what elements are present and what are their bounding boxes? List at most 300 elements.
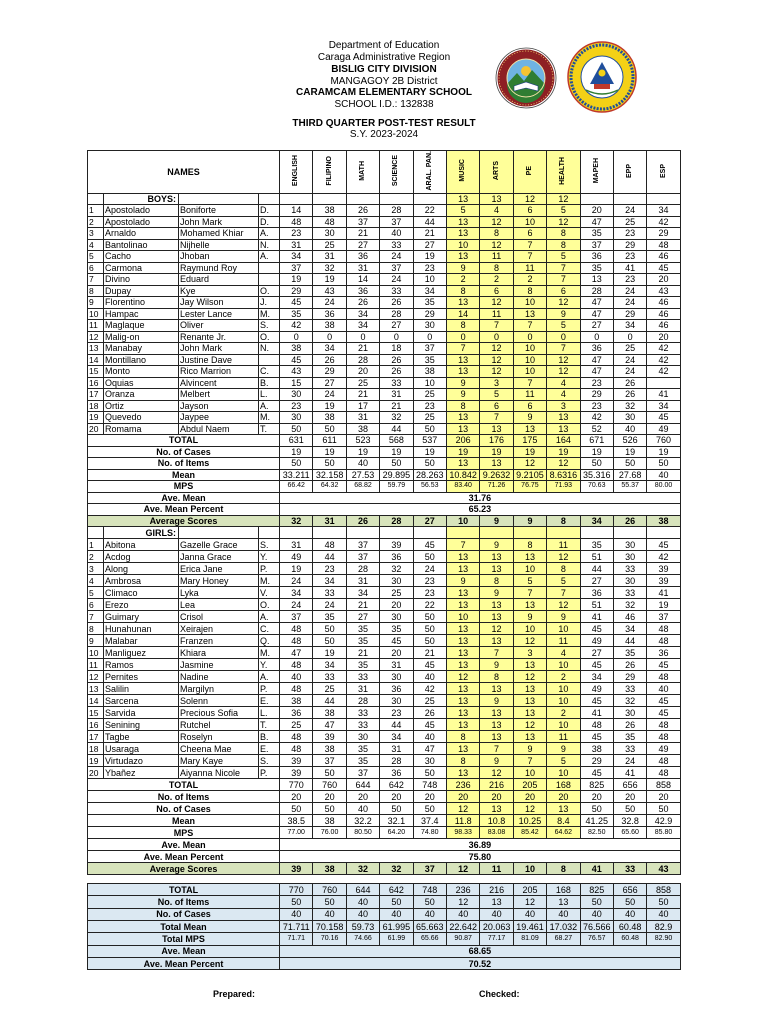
- middle-initial: S.: [259, 320, 280, 332]
- subject-header-music: [446, 151, 479, 194]
- total-epp: 656: [613, 779, 646, 791]
- ave-mean-label: Ave. Mean: [88, 945, 280, 957]
- first-name: Melbert: [179, 389, 259, 401]
- item-count-pe: [513, 527, 546, 539]
- district-name: MANGAGOY 2B District: [330, 76, 438, 87]
- subject-header-label: EPP: [626, 163, 634, 178]
- score-pe: 9: [513, 743, 546, 755]
- score-esp: 37: [647, 611, 680, 623]
- mps-english: 66.42: [280, 481, 313, 493]
- deped-seal-icon: [496, 48, 556, 108]
- score-aral-pan: 45: [413, 719, 446, 731]
- score-math: 37: [346, 767, 379, 779]
- no-of-cases-arts: 19: [480, 446, 513, 458]
- student-row: [88, 366, 681, 378]
- score-epp: 24: [613, 297, 646, 309]
- no-of-cases-pe: 40: [513, 908, 546, 920]
- no-of-cases-esp: 40: [647, 908, 680, 920]
- average-scores-label: Average Scores: [88, 863, 280, 875]
- score-pe: 13: [513, 599, 546, 611]
- score-health: 10: [547, 683, 580, 695]
- score-aral-pan: 35: [413, 354, 446, 366]
- score-filipino: 35: [313, 611, 346, 623]
- no-of-items-filipino: 50: [313, 458, 346, 470]
- total-pe: 175: [513, 435, 546, 447]
- average-scores-row: [88, 863, 681, 875]
- subject-header-esp: [647, 151, 680, 194]
- score-aral-pan: 37: [413, 343, 446, 355]
- score-science: 44: [380, 719, 413, 731]
- score-science: 30: [380, 671, 413, 683]
- score-arts: 9: [480, 695, 513, 707]
- ave-mean-percent-value: 70.52: [280, 957, 681, 969]
- score-english: 29: [280, 285, 313, 297]
- score-mapeh: 28: [580, 285, 613, 297]
- total-mean-english: 71.711: [280, 920, 313, 932]
- score-english: 14: [280, 205, 313, 217]
- last-name: Ybañez: [104, 767, 179, 779]
- no-of-cases-esp: 19: [647, 446, 680, 458]
- stat-row-no-of-cases: [88, 446, 681, 458]
- middle-initial: S.: [259, 539, 280, 551]
- subject-header-arts: [480, 151, 513, 194]
- row-number: 3: [88, 563, 104, 575]
- score-pe: 13: [513, 659, 546, 671]
- score-epp: 25: [613, 216, 646, 228]
- score-mapeh: 27: [580, 320, 613, 332]
- first-name: Alvincent: [179, 377, 259, 389]
- row-number: 14: [88, 354, 104, 366]
- first-name: Jaypee: [179, 412, 259, 424]
- score-filipino: 27: [313, 377, 346, 389]
- score-pe: 12: [513, 635, 546, 647]
- row-number: 17: [88, 389, 104, 401]
- score-math: 36: [346, 251, 379, 263]
- row-number: 6: [88, 262, 104, 274]
- score-epp: 40: [613, 423, 646, 435]
- score-aral-pan: 25: [413, 412, 446, 424]
- first-name: Janna Grace: [179, 551, 259, 563]
- middle-initial: L.: [259, 707, 280, 719]
- first-name: Mohamed Khiar: [179, 228, 259, 240]
- stat-label: Total MPS: [88, 933, 280, 945]
- score-pe: 13: [513, 308, 546, 320]
- score-aral-pan: 50: [413, 423, 446, 435]
- score-health: 10: [547, 659, 580, 671]
- score-music: 14: [446, 308, 479, 320]
- average-score-english: 32: [280, 515, 313, 527]
- score-science: 25: [380, 587, 413, 599]
- score-health: 8: [547, 228, 580, 240]
- middle-initial: L.: [259, 389, 280, 401]
- no-of-items-science: 50: [380, 458, 413, 470]
- total-mean-science: 61.995: [380, 920, 413, 932]
- stat-row-no-of-items: [88, 458, 681, 470]
- score-music: 13: [446, 599, 479, 611]
- department-name: Department of Education: [328, 40, 440, 51]
- total-mps-math: 74.66: [346, 933, 379, 945]
- last-name: Along: [104, 563, 179, 575]
- score-health: 4: [547, 377, 580, 389]
- total-mps-arts: 77.17: [480, 933, 513, 945]
- score-esp: 46: [647, 251, 680, 263]
- score-arts: 12: [480, 216, 513, 228]
- row-number: 11: [88, 320, 104, 332]
- last-name: Ortiz: [104, 400, 179, 412]
- document-title: THIRD QUARTER POST-TEST RESULT: [292, 118, 476, 129]
- score-english: 39: [280, 767, 313, 779]
- score-esp: 19: [647, 599, 680, 611]
- score-esp: [647, 377, 680, 389]
- last-name: Divino: [104, 274, 179, 286]
- score-arts: 12: [480, 767, 513, 779]
- score-math: 35: [346, 755, 379, 767]
- score-math: 21: [346, 389, 379, 401]
- item-count-math: [346, 193, 379, 205]
- score-aral-pan: 23: [413, 587, 446, 599]
- stat-row-mps: [88, 827, 681, 839]
- first-name: Jay Wilson: [179, 297, 259, 309]
- ave-mean-percent-value: 75.80: [280, 851, 681, 863]
- middle-initial: T.: [259, 423, 280, 435]
- first-name: Raymund Roy: [179, 262, 259, 274]
- no-of-items-esp: 50: [647, 458, 680, 470]
- score-epp: 33: [613, 563, 646, 575]
- score-english: 45: [280, 297, 313, 309]
- total-science: 642: [380, 779, 413, 791]
- score-science: 20: [380, 599, 413, 611]
- score-science: 18: [380, 343, 413, 355]
- no-of-items-english: 50: [280, 458, 313, 470]
- average-score-music: 10: [446, 515, 479, 527]
- row-number: 5: [88, 587, 104, 599]
- score-health: 11: [547, 539, 580, 551]
- stat-row-no-of-cases: [88, 803, 681, 815]
- total-mps-pe: 81.09: [513, 933, 546, 945]
- score-arts: 13: [480, 599, 513, 611]
- total-music: 236: [446, 779, 479, 791]
- student-row: [88, 767, 681, 779]
- overall-summary-table: [87, 883, 681, 970]
- student-row: [88, 587, 681, 599]
- score-arts: 13: [480, 551, 513, 563]
- stat-label: Total Mean: [88, 920, 280, 932]
- total-mean-pe: 19.461: [513, 920, 546, 932]
- score-music: 13: [446, 635, 479, 647]
- score-filipino: 48: [313, 216, 346, 228]
- stat-row-total-mean: [88, 920, 681, 932]
- student-row: [88, 228, 681, 240]
- score-math: 37: [346, 551, 379, 563]
- ave-mean-row: [88, 492, 681, 504]
- stat-label: TOTAL: [88, 779, 280, 791]
- score-music: 13: [446, 563, 479, 575]
- middle-initial: D.: [259, 216, 280, 228]
- ave-mean-label: Ave. Mean: [88, 492, 280, 504]
- total-mean-music: 22.642: [447, 920, 480, 932]
- score-science: 33: [380, 377, 413, 389]
- score-music: 13: [446, 683, 479, 695]
- student-row: [88, 389, 681, 401]
- total-english: 631: [280, 435, 313, 447]
- mean-english: 38.5: [280, 815, 313, 827]
- last-name: Hampac: [104, 308, 179, 320]
- student-row: [88, 262, 681, 274]
- ave-mean-percent-value: 65.23: [280, 504, 681, 516]
- score-epp: 32: [613, 599, 646, 611]
- student-row: [88, 563, 681, 575]
- total-mps-mapeh: 76.57: [580, 933, 613, 945]
- no-of-items-aral-pan: 50: [413, 458, 446, 470]
- student-row: [88, 412, 681, 424]
- score-esp: 46: [647, 320, 680, 332]
- row-number: 6: [88, 599, 104, 611]
- score-math: 28: [346, 695, 379, 707]
- total-filipino: 760: [313, 779, 346, 791]
- total-aral-pan: 748: [413, 884, 446, 896]
- score-filipino: 19: [313, 647, 346, 659]
- score-science: 40: [380, 228, 413, 240]
- no-of-items-mapeh: 50: [580, 458, 613, 470]
- score-pe: 13: [513, 731, 546, 743]
- score-pe: 9: [513, 412, 546, 424]
- middle-initial: B.: [259, 377, 280, 389]
- score-arts: 8: [480, 575, 513, 587]
- score-esp: 45: [647, 695, 680, 707]
- average-score-arts: 9: [480, 515, 513, 527]
- score-filipino: 26: [313, 354, 346, 366]
- score-aral-pan: 34: [413, 285, 446, 297]
- score-health: 10: [547, 695, 580, 707]
- score-science: 0: [380, 331, 413, 343]
- student-row: [88, 623, 681, 635]
- score-math: 21: [346, 599, 379, 611]
- score-aral-pan: 50: [413, 635, 446, 647]
- score-epp: 0: [613, 331, 646, 343]
- score-epp: 30: [613, 412, 646, 424]
- middle-initial: M.: [259, 575, 280, 587]
- row-number: 5: [88, 251, 104, 263]
- score-english: 23: [280, 400, 313, 412]
- student-row: [88, 343, 681, 355]
- last-name: Malabar: [104, 635, 179, 647]
- middle-initial: A.: [259, 228, 280, 240]
- row-number-cell: [88, 193, 104, 205]
- division-name: BISLIG CITY DIVISION: [331, 64, 437, 75]
- score-math: 21: [346, 647, 379, 659]
- score-mapeh: 45: [580, 695, 613, 707]
- no-of-cases-health: 13: [547, 803, 580, 815]
- overall-summary-body: [88, 884, 681, 970]
- score-filipino: 31: [313, 251, 346, 263]
- total-epp: 656: [613, 884, 646, 896]
- no-of-cases-math: 19: [346, 446, 379, 458]
- score-science: 37: [380, 216, 413, 228]
- score-science: 45: [380, 635, 413, 647]
- score-arts: 9: [480, 587, 513, 599]
- subject-header-aral-pan: [413, 151, 446, 194]
- total-filipino: 611: [313, 435, 346, 447]
- score-pe: 8: [513, 285, 546, 297]
- middle-initial-cell: [259, 527, 280, 539]
- row-number: 13: [88, 343, 104, 355]
- score-music: 8: [446, 285, 479, 297]
- middle-initial: [259, 354, 280, 366]
- item-count-arts: 13: [480, 193, 513, 205]
- score-esp: 42: [647, 343, 680, 355]
- first-name: Rico Marrion: [179, 366, 259, 378]
- score-math: 31: [346, 262, 379, 274]
- total-mps-english: 71.71: [280, 933, 313, 945]
- student-row: [88, 274, 681, 286]
- row-number: 4: [88, 575, 104, 587]
- middle-initial: N.: [259, 239, 280, 251]
- score-epp: 24: [613, 755, 646, 767]
- score-english: 31: [280, 539, 313, 551]
- no-of-items-health: 12: [547, 458, 580, 470]
- no-of-items-esp: 20: [647, 791, 680, 803]
- last-name: Quevedo: [104, 412, 179, 424]
- mps-filipino: 76.00: [313, 827, 346, 839]
- score-health: 7: [547, 587, 580, 599]
- score-arts: 9: [480, 659, 513, 671]
- score-mapeh: 48: [580, 719, 613, 731]
- total-mps-music: 90.87: [447, 933, 480, 945]
- score-mapeh: 51: [580, 599, 613, 611]
- last-name: Guimary: [104, 611, 179, 623]
- first-name: Renante Jr.: [179, 331, 259, 343]
- middle-initial: D.: [259, 205, 280, 217]
- mean-esp: 40: [647, 469, 680, 481]
- score-science: 33: [380, 285, 413, 297]
- first-name: Lea: [179, 599, 259, 611]
- score-health: 6: [547, 285, 580, 297]
- score-pe: 0: [513, 331, 546, 343]
- score-mapeh: 42: [580, 412, 613, 424]
- subject-header-label: ARTS: [492, 161, 500, 181]
- no-of-items-pe: 12: [513, 458, 546, 470]
- no-of-cases-health: 40: [547, 908, 580, 920]
- score-mapeh: 47: [580, 354, 613, 366]
- no-of-items-epp: 50: [613, 458, 646, 470]
- total-english: 770: [280, 779, 313, 791]
- stat-row-mean: [88, 815, 681, 827]
- mean-arts: 10.8: [480, 815, 513, 827]
- score-mapeh: 41: [580, 611, 613, 623]
- score-english: 50: [280, 423, 313, 435]
- item-count-math: [346, 527, 379, 539]
- mean-filipino: 38: [313, 815, 346, 827]
- score-filipino: 25: [313, 239, 346, 251]
- stat-row-mean: [88, 469, 681, 481]
- score-math: 25: [346, 377, 379, 389]
- no-of-cases-english: 40: [280, 908, 313, 920]
- score-health: 9: [547, 308, 580, 320]
- middle-initial: P.: [259, 767, 280, 779]
- middle-initial: Y.: [259, 659, 280, 671]
- score-epp: 26: [613, 389, 646, 401]
- score-music: 9: [446, 377, 479, 389]
- score-epp: 35: [613, 647, 646, 659]
- stat-label: MPS: [88, 827, 280, 839]
- score-pe: 6: [513, 205, 546, 217]
- score-health: 7: [547, 343, 580, 355]
- score-music: 10: [446, 239, 479, 251]
- score-esp: 46: [647, 308, 680, 320]
- score-esp: 48: [647, 623, 680, 635]
- score-health: 7: [547, 262, 580, 274]
- total-mean-epp: 60.48: [613, 920, 646, 932]
- score-arts: 12: [480, 623, 513, 635]
- score-math: 31: [346, 412, 379, 424]
- last-name: Senining: [104, 719, 179, 731]
- mean-health: 8.6316: [547, 469, 580, 481]
- score-arts: 8: [480, 262, 513, 274]
- student-row: [88, 331, 681, 343]
- last-name: Erezo: [104, 599, 179, 611]
- student-row: [88, 423, 681, 435]
- no-of-items-english: 20: [280, 791, 313, 803]
- score-esp: 45: [647, 262, 680, 274]
- score-math: 21: [346, 343, 379, 355]
- mps-aral-pan: 56.53: [413, 481, 446, 493]
- score-math: 28: [346, 354, 379, 366]
- score-music: 13: [446, 767, 479, 779]
- student-row: [88, 320, 681, 332]
- score-epp: 46: [613, 611, 646, 623]
- score-arts: 7: [480, 743, 513, 755]
- prepared-label: Prepared:: [213, 989, 256, 999]
- score-filipino: 34: [313, 343, 346, 355]
- score-pe: 10: [513, 297, 546, 309]
- score-music: 5: [446, 205, 479, 217]
- score-mapeh: 35: [580, 228, 613, 240]
- score-epp: 29: [613, 239, 646, 251]
- score-math: 37: [346, 539, 379, 551]
- score-pe: 13: [513, 551, 546, 563]
- score-science: 36: [380, 767, 413, 779]
- score-pe: 13: [513, 683, 546, 695]
- average-score-pe: 10: [513, 863, 546, 875]
- score-english: 47: [280, 647, 313, 659]
- score-aral-pan: 19: [413, 251, 446, 263]
- score-music: 13: [446, 743, 479, 755]
- score-pe: 10: [513, 343, 546, 355]
- subject-header-label: ESP: [659, 163, 667, 178]
- total-music: 206: [446, 435, 479, 447]
- first-name: Lester Lance: [179, 308, 259, 320]
- last-name: Maglaque: [104, 320, 179, 332]
- score-music: 13: [446, 412, 479, 424]
- row-number: 7: [88, 274, 104, 286]
- score-health: 5: [547, 755, 580, 767]
- girls-label-row: [88, 527, 681, 539]
- no-of-cases-health: 19: [547, 446, 580, 458]
- score-arts: 13: [480, 423, 513, 435]
- total-arts: 216: [480, 884, 513, 896]
- average-score-english: 39: [280, 863, 313, 875]
- score-science: 34: [380, 731, 413, 743]
- score-math: 27: [346, 611, 379, 623]
- last-name: Climaco: [104, 587, 179, 599]
- student-row: [88, 647, 681, 659]
- row-number: 18: [88, 743, 104, 755]
- no-of-cases-music: 19: [446, 446, 479, 458]
- score-arts: 11: [480, 251, 513, 263]
- first-name: Rutchel: [179, 719, 259, 731]
- mps-pe: 76.75: [513, 481, 546, 493]
- score-mapeh: 45: [580, 767, 613, 779]
